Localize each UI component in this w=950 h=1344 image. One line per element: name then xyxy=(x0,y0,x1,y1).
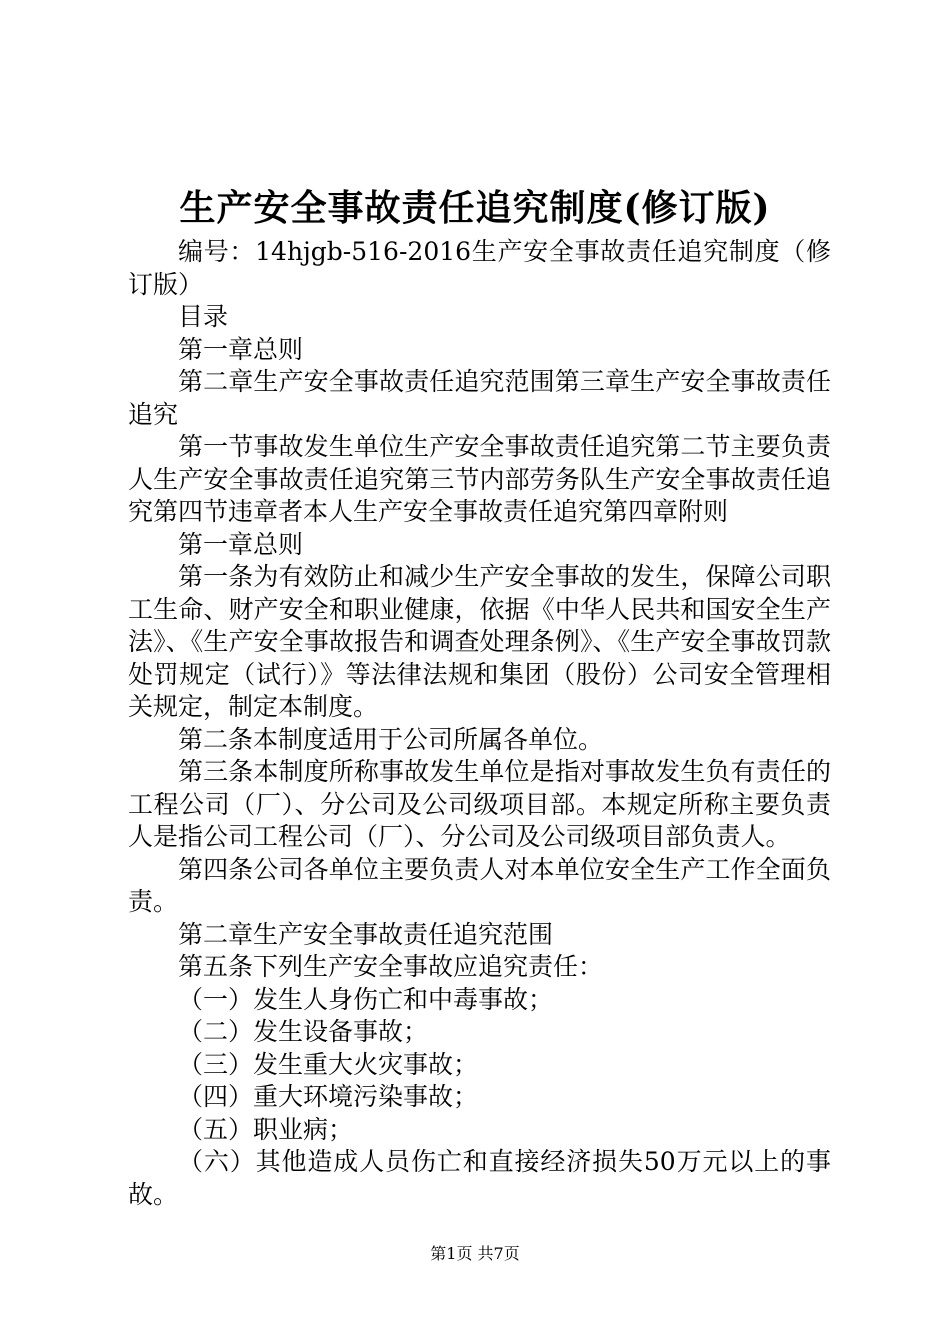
paragraph-article-4: 第四条公司各单位主要负责人对本单位安全生产工作全面负责。 xyxy=(128,854,831,916)
list-item-6: （六）其他造成人员伤亡和直接经济损失50万元以上的事故。 xyxy=(128,1147,831,1209)
document-body xyxy=(128,236,831,1211)
page-footer: 第1页 共7页 xyxy=(430,1244,520,1263)
paragraph-article-2: 第二条本制度适用于公司所属各单位。 xyxy=(178,724,604,754)
paragraph-toc-chapter-1: 第一章总则 xyxy=(178,334,304,364)
paragraph-article-5: 第五条下列生产安全事故应追究责任： xyxy=(178,952,604,981)
list-item-2: （二）发生设备事故； xyxy=(178,1017,429,1046)
paragraph-article-1: 第一条为有效防止和减少生产安全事故的发生，保障公司职工生命、财产安全和职业健康，依据《中华人民共和国安全生产法》、《生产安全事故报告和调查处理条例》、《生产安全事故罚款处罚规定（试行）》等法律法规和集团（股份）公司安全管理相关规定，制定本制度。 xyxy=(128,562,831,721)
list-item-5: （五）职业病； xyxy=(178,1114,354,1144)
paragraph-doc-number: 编号：14hjgb-516-2016生产安全事故责任追究制度（修订版） xyxy=(128,237,831,299)
paragraph-chapter-1-heading: 第一章总则 xyxy=(178,529,304,559)
list-item-4: （四）重大环境污染事故； xyxy=(178,1082,479,1111)
paragraph-article-3: 第三条本制度所称事故发生单位是指对事故发生负有责任的工程公司（厂）、分公司及公司级项目部。本规定所称主要负责人是指公司工程公司（厂）、分公司及公司级项目部负责人。 xyxy=(128,757,831,851)
paragraph-chapter-2-heading: 第二章生产安全事故责任追究范围 xyxy=(178,919,554,949)
list-item-1: （一）发生人身伤亡和中毒事故； xyxy=(178,984,554,1014)
document-title: 生产安全事故责任追究制度(修订版) xyxy=(179,187,771,229)
paragraph-toc-sections: 第一节事故发生单位生产安全事故责任追究第二节主要负责人生产安全事故责任追究第三节内部劳务队生产安全事故责任追究第四节违章者本人生产安全事故责任追究第四章附则 xyxy=(128,432,831,526)
paragraph-toc-chapter-2-3: 第二章生产安全事故责任追究范围第三章生产安全事故责任追究 xyxy=(128,367,831,429)
paragraph-toc-heading: 目录 xyxy=(178,302,229,331)
list-item-3: （三）发生重大火灾事故； xyxy=(178,1049,479,1079)
